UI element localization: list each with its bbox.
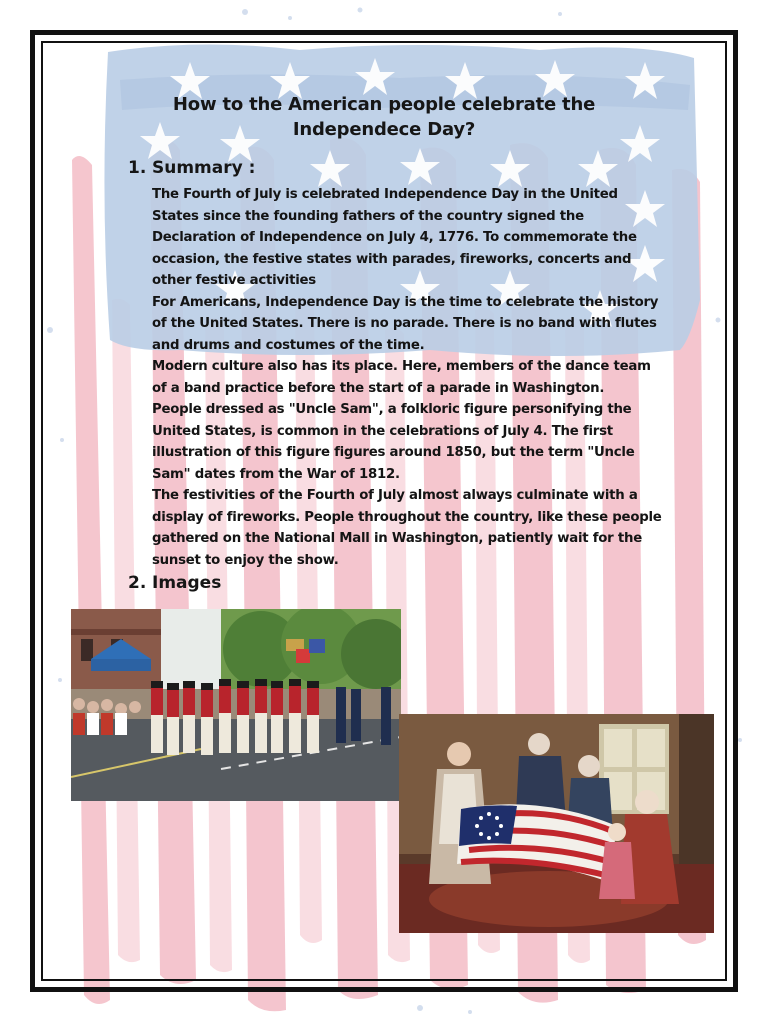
summary-paragraph: For Americans, Independence Day is the time to celebrate the history of the United States. There is no parade. There is no band with flutes and drums and costumes of the time. xyxy=(152,294,659,353)
summary-paragraph: People dressed as "Uncle Sam", a folkloric figure personifying the United States, is common in the celebrations of July 4. The first illustration of this figure figures around 1850, but the term "Uncle Sam" dates from the War of 1812. xyxy=(152,402,635,482)
summary-paragraph: Modern culture also has its place. Here, members of the dance team of a band practice before the start of a parade in Washington. xyxy=(152,359,651,396)
section-number: 1. xyxy=(128,158,147,178)
section-number: 2. xyxy=(128,573,147,593)
section-heading-text: Images xyxy=(152,573,222,593)
section-heading-text: Summary : xyxy=(152,158,256,178)
summary-paragraph: The Fourth of July is celebrated Independence Day in the United States since the founding fathers of the country signed the Declaration of Independence on July 4, 1776. To commemorate the occasion, the festive states with parades, fireworks, concerts and other festive activities xyxy=(152,187,637,288)
flag-sewing-painting xyxy=(399,714,714,933)
section-heading-summary xyxy=(128,158,255,178)
page-title: How to the American people celebrate the Independece Day? xyxy=(172,94,596,140)
section-heading-images xyxy=(128,573,221,593)
summary-paragraph: The festivities of the Fourth of July almost always culminate with a display of fireworks. People throughout the country, like these people gathered on the National Mall in Washington, patiently wait for the sunset to enjoy the show. xyxy=(152,488,662,568)
summary-body xyxy=(152,184,667,571)
parade-photo xyxy=(71,609,401,801)
